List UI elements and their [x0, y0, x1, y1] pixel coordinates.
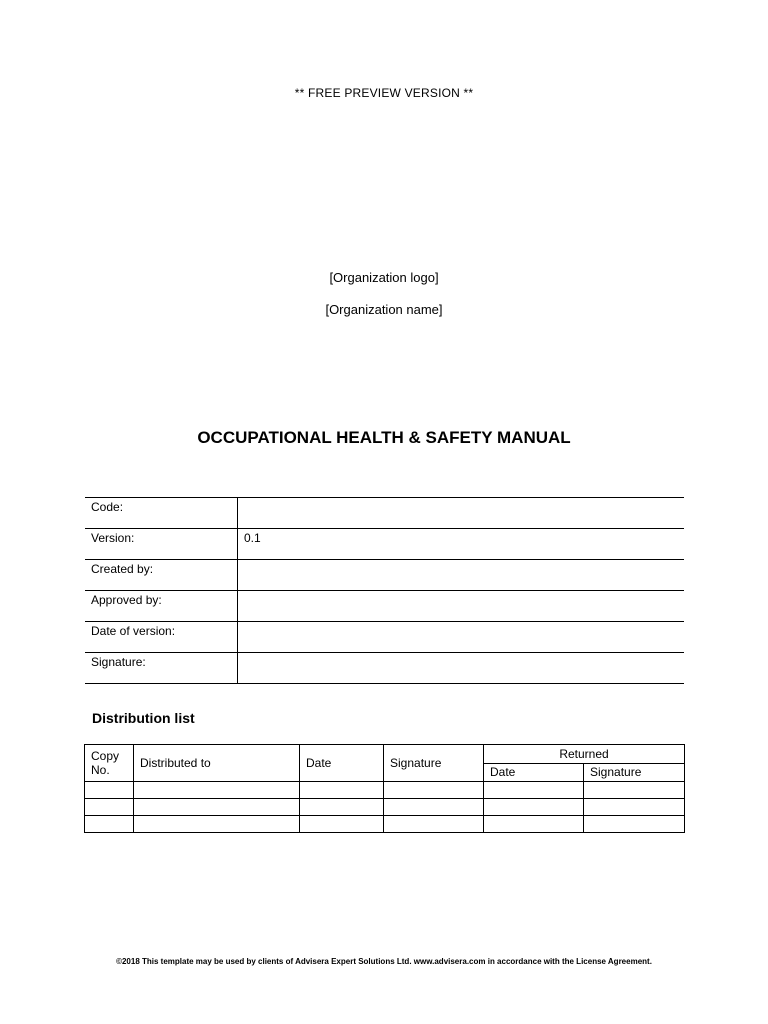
table-cell: [85, 782, 134, 799]
document-control-table: [85, 497, 684, 684]
organization-logo-placeholder: [Organization logo]: [329, 270, 439, 285]
header-returned-date: Date: [484, 763, 584, 782]
table-cell: [484, 782, 584, 799]
header-returned-signature: Signature: [584, 763, 685, 782]
table-cell: [134, 799, 300, 816]
control-label-version: Version:: [85, 529, 238, 560]
control-value-signature: [238, 653, 685, 684]
table-cell: [85, 816, 134, 833]
organization-name-placeholder: [Organization name]: [325, 302, 443, 317]
table-row: [85, 560, 684, 591]
table-header-row: [85, 745, 685, 764]
table-row: [85, 799, 685, 816]
preview-banner: ** FREE PREVIEW VERSION **: [294, 86, 474, 100]
control-label-signature: Signature:: [85, 653, 238, 684]
control-label-created-by: Created by:: [85, 560, 238, 591]
table-cell: [300, 816, 384, 833]
table-cell: [384, 816, 484, 833]
table-row: [85, 529, 684, 560]
header-distributed-to: Distributed to: [134, 745, 300, 782]
table-cell: [300, 799, 384, 816]
table-cell: [484, 799, 584, 816]
control-label-date-of-version: Date of version:: [85, 622, 238, 653]
control-value-date-of-version: [238, 622, 685, 653]
table-cell: [584, 816, 685, 833]
table-row: [85, 816, 685, 833]
control-value-version: 0.1: [238, 529, 685, 560]
table-row: [85, 622, 684, 653]
table-cell: [484, 816, 584, 833]
table-cell: [134, 816, 300, 833]
table-cell: [300, 782, 384, 799]
control-label-code: Code:: [85, 498, 238, 529]
table-cell: [85, 799, 134, 816]
footer-copyright: ©2018 This template may be used by clients of Advisera Expert Solutions Ltd. www.advisera.com in accordance with the License Agreement.: [116, 957, 652, 966]
table-cell: [384, 799, 484, 816]
document-title: OCCUPATIONAL HEALTH & SAFETY MANUAL: [197, 428, 571, 447]
table-row: [85, 498, 684, 529]
header-copy-no: Copy No.: [85, 745, 134, 782]
header-returned: Returned: [484, 745, 685, 764]
control-label-approved-by: Approved by:: [85, 591, 238, 622]
table-row: [85, 653, 684, 684]
table-cell: [134, 782, 300, 799]
header-signature: Signature: [384, 745, 484, 782]
table-cell: [584, 799, 685, 816]
table-cell: [384, 782, 484, 799]
table-cell: [584, 782, 685, 799]
distribution-table: [84, 744, 685, 833]
control-value-approved-by: [238, 591, 685, 622]
table-row: [85, 782, 685, 799]
table-row: [85, 591, 684, 622]
control-value-code: [238, 498, 685, 529]
control-value-created-by: [238, 560, 685, 591]
distribution-list-heading: Distribution list: [92, 710, 195, 726]
header-date: Date: [300, 745, 384, 782]
